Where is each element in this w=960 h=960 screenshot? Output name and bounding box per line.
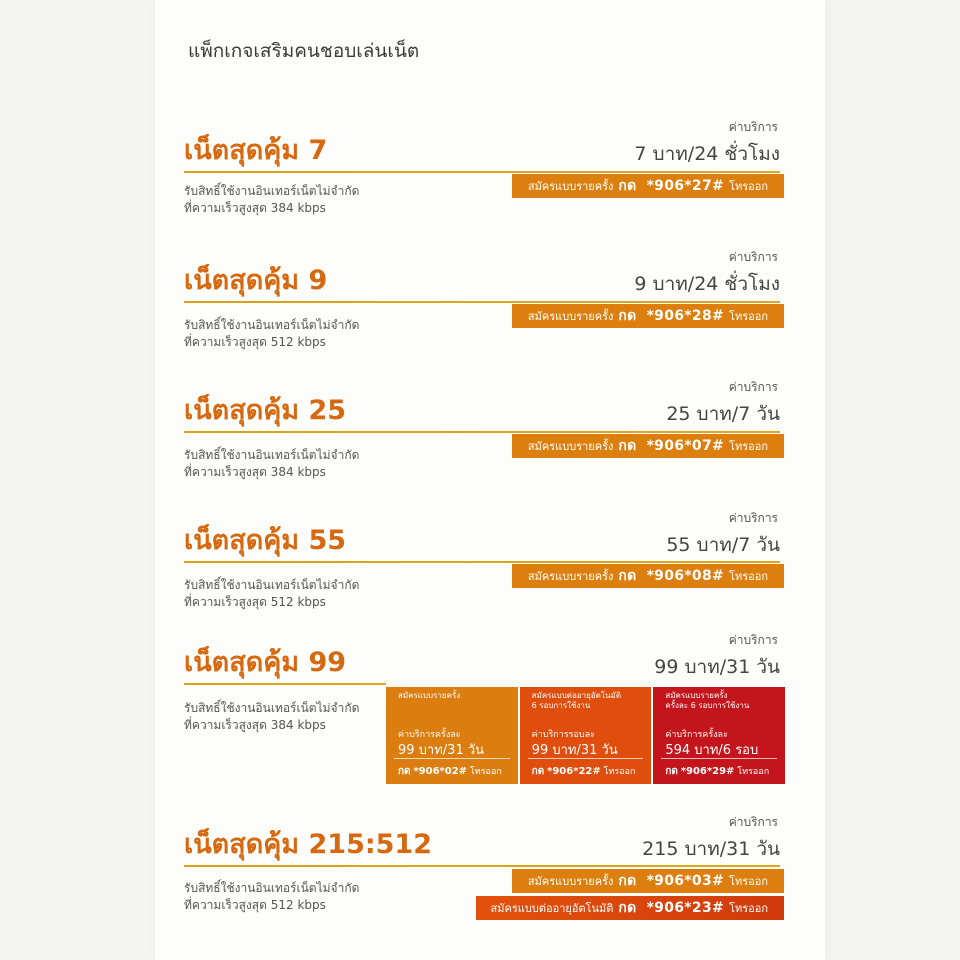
subscribe-bar[interactable] <box>512 434 784 458</box>
subscribe-label: สมัครแบบรายครั้ง <box>527 440 614 453</box>
description-line: รับสิทธิ์ใช้งานอินเทอร์เน็ตไม่จำกัด <box>184 701 360 715</box>
option-title: สมัครแบบต่ออายุอัตโนมัติ <box>531 691 622 700</box>
call-label: โทรออก <box>729 902 768 915</box>
option-code-line <box>532 764 636 779</box>
page-title: แพ็กเกจเสริมคนชอบเล่นเน็ต <box>188 40 420 62</box>
call-label: โทรออก <box>729 180 768 193</box>
subscribe-label: สมัครแบบรายครั้ง <box>527 875 614 888</box>
package-description <box>184 880 359 914</box>
description-line: รับสิทธิ์ใช้งานอินเทอร์เน็ตไม่จำกัด <box>184 318 360 332</box>
price-label: ค่าบริการ <box>728 511 778 525</box>
subscription-options <box>386 687 785 784</box>
call-label: โทรออก <box>729 440 768 453</box>
package-price: 215 บาท/31 วัน <box>642 838 780 860</box>
ussd-code[interactable]: *906*28# <box>646 308 725 324</box>
ussd-code[interactable]: *906*23# <box>646 900 725 916</box>
call-label: โทรออก <box>469 767 502 777</box>
description-line: ที่ความเร็วสูงสุด 384 kbps <box>184 465 326 479</box>
call-label: โทรออก <box>603 767 636 777</box>
package-name: เน็ตสุดคุ้ม 55 <box>184 525 347 556</box>
ussd-code[interactable]: *906*29# <box>680 766 735 777</box>
package-description <box>184 577 359 611</box>
option-auto-renew[interactable] <box>518 687 652 784</box>
press-label: กด <box>398 766 411 777</box>
subscribe-label: สมัครแบบรายครั้ง <box>527 310 614 323</box>
ussd-code[interactable]: *906*03# <box>646 873 725 889</box>
call-label: โทรออก <box>729 875 768 888</box>
package-name: เน็ตสุดคุ้ม 99 <box>184 647 347 678</box>
package-price: 55 บาท/7 วัน <box>666 534 780 556</box>
divider <box>184 561 780 563</box>
call-label: โทรออก <box>737 767 770 777</box>
press-label: กด <box>618 568 637 584</box>
package-description <box>184 183 359 217</box>
option-six-rounds[interactable] <box>651 687 785 784</box>
option-price-label: ค่าบริการครั้งละ <box>665 730 728 740</box>
ussd-code[interactable]: *906*22# <box>547 766 601 777</box>
option-price-label: ค่าบริการครั้งละ <box>398 730 461 740</box>
divider <box>661 758 777 759</box>
description-line: ที่ความเร็วสูงสุด 384 kbps <box>184 718 326 732</box>
package-price: 99 บาท/31 วัน <box>654 656 780 678</box>
ussd-code[interactable]: *906*27# <box>646 178 725 194</box>
divider <box>184 171 780 173</box>
price-label: ค่าบริการ <box>728 250 778 264</box>
option-price: 594 บาท/6 รอบ <box>665 743 759 758</box>
subscribe-bar[interactable] <box>512 869 784 893</box>
option-title: สมัครแบบรายครั้ง <box>398 691 461 700</box>
auto-renew-bar[interactable] <box>476 896 784 920</box>
package-price: 9 บาท/24 ชั่วโมง <box>634 273 780 295</box>
subscribe-label: สมัครแบบต่ออายุอัตโนมัติ <box>490 902 614 915</box>
price-label: ค่าบริการ <box>728 380 778 394</box>
divider <box>528 758 644 759</box>
package-description <box>184 700 359 734</box>
package-description <box>184 447 359 481</box>
description-line: รับสิทธิ์ใช้งานอินเทอร์เน็ตไม่จำกัด <box>184 578 360 592</box>
subscribe-bar[interactable] <box>512 174 784 198</box>
press-label: กด <box>618 900 637 916</box>
option-title: สมัครแบบรายครั้ง <box>665 691 728 700</box>
option-subtitle: ครั้งละ 6 รอบการใช้งาน <box>665 701 750 710</box>
description-line: ที่ความเร็วสูงสุด 512 kbps <box>184 595 326 609</box>
press-label: กด <box>531 766 545 777</box>
description-line: รับสิทธิ์ใช้งานอินเทอร์เน็ตไม่จำกัด <box>184 448 360 462</box>
ussd-code[interactable]: *906*08# <box>646 568 725 584</box>
press-label: กด <box>618 438 637 454</box>
press-label: กด <box>618 178 637 194</box>
subscribe-bar[interactable] <box>512 304 784 328</box>
package-name: เน็ตสุดคุ้ม 7 <box>184 135 328 166</box>
divider <box>184 301 780 303</box>
press-label: กด <box>665 766 678 777</box>
divider <box>184 865 780 867</box>
price-label: ค่าบริการ <box>728 633 778 647</box>
option-code-line <box>665 764 769 779</box>
option-price: 99 บาท/31 วัน <box>398 743 485 758</box>
divider <box>184 683 386 685</box>
option-code-line <box>398 764 502 779</box>
price-label: ค่าบริการ <box>728 120 778 134</box>
description-line: ที่ความเร็วสูงสุด 512 kbps <box>184 335 326 349</box>
press-label: กด <box>618 873 637 889</box>
ussd-code[interactable]: *906*07# <box>646 438 725 454</box>
price-label: ค่าบริการ <box>728 815 778 829</box>
package-name: เน็ตสุดคุ้ม 9 <box>184 265 328 296</box>
ussd-code[interactable]: *906*02# <box>413 766 468 777</box>
subscribe-label: สมัครแบบรายครั้ง <box>527 180 614 193</box>
package-name: เน็ตสุดคุ้ม 215:512 <box>184 829 433 860</box>
divider <box>184 431 780 433</box>
description-line: รับสิทธิ์ใช้งานอินเทอร์เน็ตไม่จำกัด <box>184 184 360 198</box>
subscribe-bar[interactable] <box>512 564 784 588</box>
call-label: โทรออก <box>729 310 768 323</box>
description-line: ที่ความเร็วสูงสุด 384 kbps <box>184 201 326 215</box>
press-label: กด <box>618 308 637 324</box>
call-label: โทรออก <box>729 570 768 583</box>
option-one-time[interactable] <box>386 687 518 784</box>
option-subtitle: 6 รอบการใช้งาน <box>531 701 591 710</box>
divider <box>394 758 510 759</box>
subscribe-label: สมัครแบบรายครั้ง <box>527 570 614 583</box>
package-name: เน็ตสุดคุ้ม 25 <box>184 395 347 426</box>
package-description <box>184 317 359 351</box>
package-price: 25 บาท/7 วัน <box>666 403 780 425</box>
package-price: 7 บาท/24 ชั่วโมง <box>634 143 780 165</box>
description-line: ที่ความเร็วสูงสุด 512 kbps <box>184 898 326 912</box>
option-price-label: ค่าบริการรอบละ <box>531 730 595 740</box>
description-line: รับสิทธิ์ใช้งานอินเทอร์เน็ตไม่จำกัด <box>184 881 360 895</box>
option-price: 99 บาท/31 วัน <box>531 743 618 758</box>
